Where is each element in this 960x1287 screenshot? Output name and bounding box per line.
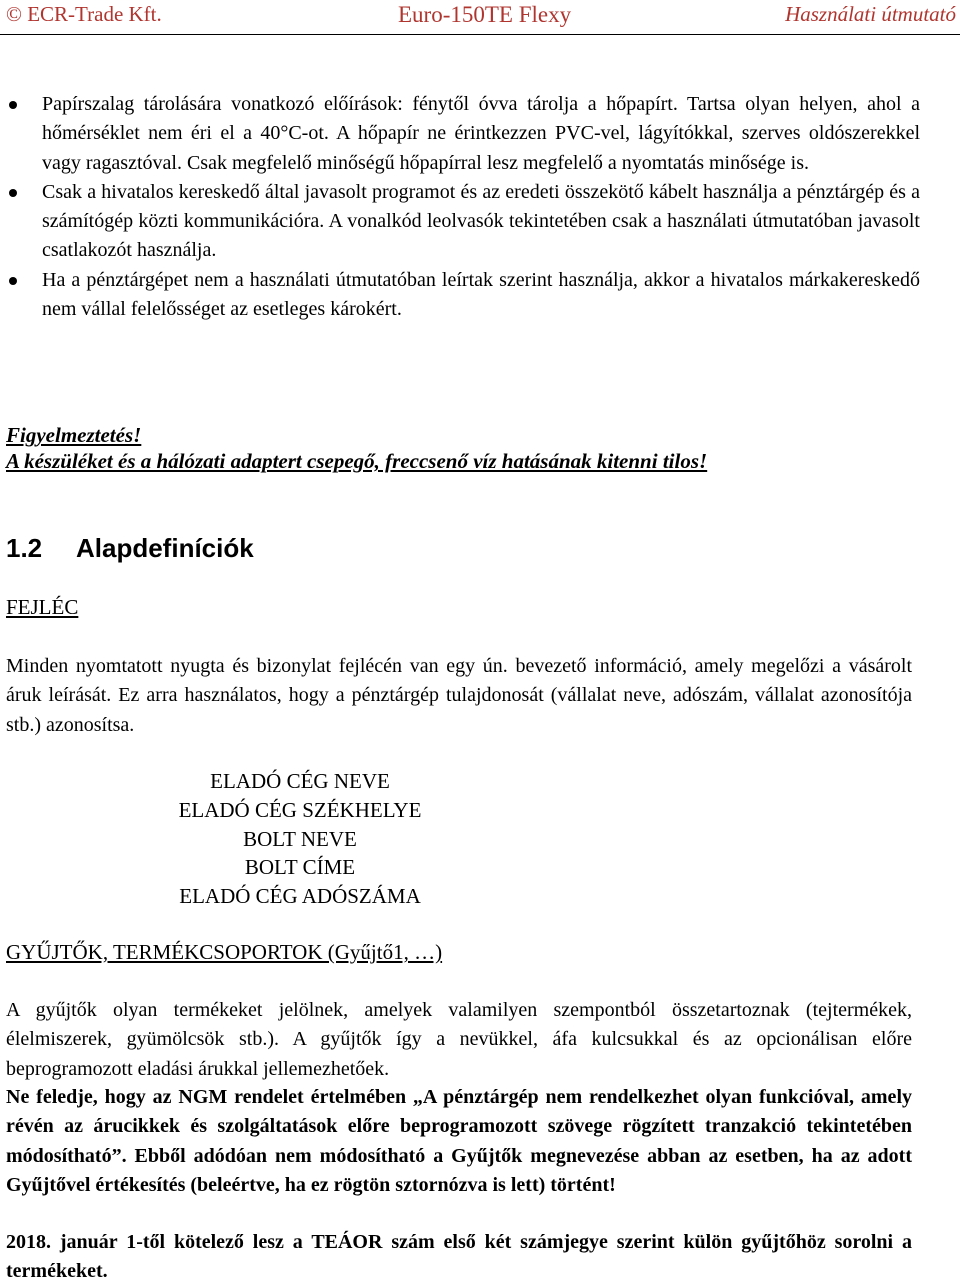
header-company: © ECR-Trade Kft. [6,2,162,26]
receipt-line: ELADÓ CÉG SZÉKHELYE [178,797,422,822]
fejlec-paragraph: Minden nyomtatott nyugta és bizonylat fejlécén van egy ún. bevezető információ, amely megelőzi a vásárolt áruk leírását. Ez arra használatos, hogy a pénztárgép tulajdonosát (vállalat neve, adószám, vállalat azonosítója stb.) azonosítsa. [6,655,912,736]
ngm-note: Ne feledje, hogy az NGM rendelet értelmében „A pénztárgép nem rendelkezhet olyan funkcióval, amely révén az árucikkek és szolgáltatások előre beprogramozott szövege rögzített tranzakció tekintetében módosítható”. Ebből adódóan nem módosítható a Gyűjtők megnevezése abban az esetben, ha az adott Gyűjtővel értékesítés (beleértve, ha ez rögtön sztornózva is lett) történt! [6,1086,912,1197]
receipt-line: ELADÓ CÉG NEVE [210,769,390,793]
receipt-line: ELADÓ CÉG ADÓSZÁMA [179,884,421,909]
receipt-line: BOLT NEVE [243,826,357,851]
warning-title: Figyelmeztetés! [6,423,142,447]
precaution-list [0,90,920,324]
page-header [0,0,960,35]
receipt-header-example [150,767,450,911]
header-doc-title: Használati útmutató [785,2,956,26]
gyujtok-heading: GYŰJTŐK, TERMÉKCSOPORTOK (Gyűjtő1, …) [6,940,443,964]
list-item: Papírszalag tárolására vonatkozó előírások: fénytől óvva tárolja a hőpapírt. Tartsa olyan helyen, ahol a hőmérséklet nem éri el a 40°C-ot. A hőpapír ne érintkezzen PVC-vel, lágyítókkal, szerves oldószerekkel vagy ragasztóval. Csak megfelelő minőségű hőpapírral lesz megfelelő a nyomtatás minősége is. [0,90,920,178]
fejlec-heading: FEJLÉC [6,595,79,619]
list-item: Csak a hivatalos kereskedő által javasolt programot és az eredeti összekötő kábelt használja a pénztárgép és a számítógép közti kommunikációra. A vonalkód leolvasók tekintetében csak a használati útmutatóban javasolt csatlakozót használja. [0,178,920,266]
section-number: 1.2 [6,533,43,563]
section-heading [6,533,254,564]
gyujtok-paragraph: A gyűjtők olyan termékeket jelölnek, amelyek valamilyen szempontból összetartoznak (tejtermékek, élelmiszerek, gyümölcsök stb.). A gyűjtők így a nevükkel, áfa kulcsukkal és az opcionálisan előre beprogramozott eladási árukkal jellemezhetőek. [6,999,912,1080]
warning-text: A készüléket és a hálózati adaptert csepegő, freccsenő víz hatásának kitenni tilos! [6,449,708,473]
teaor-note: 2018. január 1-től kötelező lesz a TEÁOR szám első két számjegye szerint külön gyűjtőhöz sorolni a termékeket. [6,1231,912,1283]
list-item: Ha a pénztárgépet nem a használati útmutatóban leírtak szerint használja, akkor a hivatalos márkakereskedő nem vállal felelősséget az esetleges károkért. [0,266,920,325]
header-product: Euro-150TE Flexy [398,2,572,27]
section-title: Alapdefiníciók [76,533,254,563]
receipt-line: BOLT CÍME [244,855,356,880]
